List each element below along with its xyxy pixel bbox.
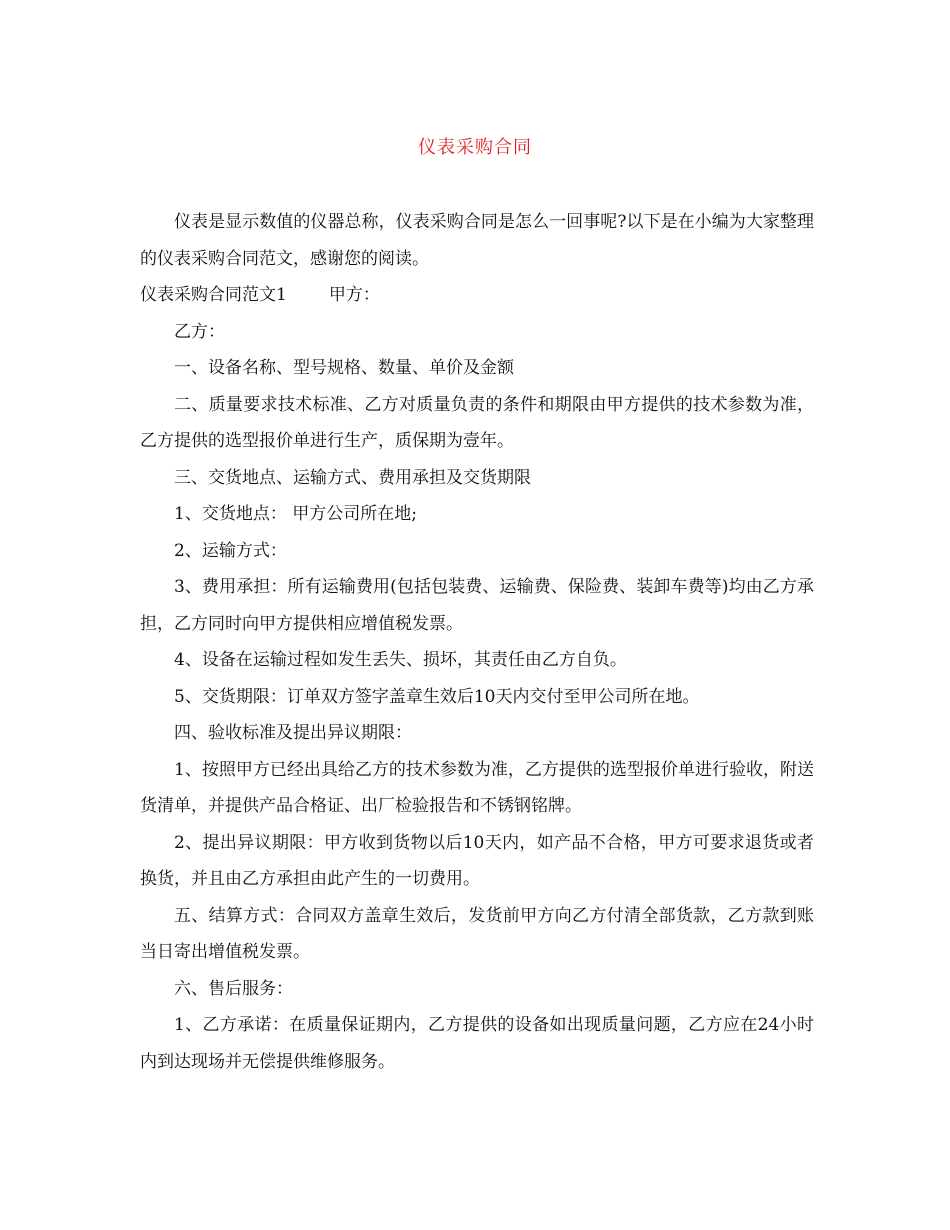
document-title: 仪表采购合同: [418, 137, 532, 158]
party-b-label: 乙方：: [174, 321, 225, 342]
intro-paragraph: 仪表是显示数值的仪器总称，仪表采购合同是怎么一回事呢?以下是在小编为大家整理的仪表采购合同范文，感谢您的阅读。: [140, 212, 814, 269]
section-3: 三、交货地点、运输方式、费用承担及交货期限: [174, 467, 531, 488]
section-2: 二、质量要求技术标准、乙方对质量负责的条件和期限由甲方提供的技术参数为准，乙方提供的选型报价单进行生产，质保期为壹年。: [140, 394, 814, 451]
section-4-item-1: 1、按照甲方已经出具给乙方的技术参数为准，乙方提供的选型报价单进行验收，附送货清单，并提供产品合格证、出厂检验报告和不锈钢铭牌。: [140, 759, 814, 816]
section-4: 四、验收标准及提出异议期限：: [174, 723, 412, 743]
section-3-item-3: 3、费用承担：所有运输费用(包括包装费、运输费、保险费、装卸车费等)均由乙方承担，乙方同时向甲方提供相应增值税发票。: [140, 577, 814, 634]
section-3-item-4: 4、设备在运输过程如发生丢失、损坏，其责任由乙方自负。: [174, 650, 627, 670]
section-4-item-2: 2、提出异议期限：甲方收到货物以后10天内，如产品不合格，甲方可要求退货或者换货，并且由乙方承担由此产生的一切费用。: [140, 832, 814, 889]
sample-heading-line: [140, 277, 814, 314]
party-a-label: 甲方：: [328, 285, 380, 305]
section-3-item-2: 2、运输方式：: [174, 540, 287, 561]
document-body: [140, 204, 814, 1080]
section-5: 五、结算方式：合同双方盖章生效后，发货前甲方向乙方付清全部货款，乙方款到账当日寄出增值税发票。: [140, 905, 814, 962]
section-6-item-1: 1、乙方承诺：在质量保证期内，乙方提供的设备如出现质量问题，乙方应在24小时内到达现场并无偿提供维修服务。: [140, 1015, 814, 1072]
section-3-item-5: 5、交货期限：订单双方签字盖章生效后10天内交付至甲公司所在地。: [174, 686, 700, 707]
section-3-item-1: 1、交货地点： 甲方公司所在地;: [174, 504, 417, 524]
section-6: 六、售后服务：: [174, 978, 293, 999]
sample-heading: 仪表采购合同范文1: [140, 285, 287, 305]
section-1: 一、设备名称、型号规格、数量、单价及金额: [174, 358, 514, 378]
